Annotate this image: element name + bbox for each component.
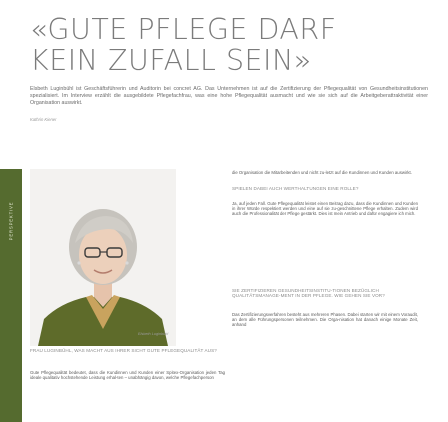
- body-paragraph: die Organisation die Mitarbeitenden und nicht zu-letzt auf die Kundinnen und Kunden auswirkt.: [232, 170, 412, 175]
- body-paragraph: Gute Pflegequalität bedeutet, dass die Kundinnen und Kunden einer Spitex-Organisation jeden Tag ideale qualitativ hochstehende Leistung erhal-ten – unabhängig davon, welche Pflegefachperson: [30, 370, 225, 381]
- interview-question: SPIELEN DABEI AUCH WERTHALTUNGEN EINE ROLLE?: [232, 186, 359, 191]
- body-paragraph: Ja, auf jeden Fall. Gute Pflegequalität leistet einen Beitrag dazu, dass die Kundinnen und Kunden in ihrer Würde respektiert werden und eine auf sie zu-geschnittene Pflege erhalten. Zudem wird auch die Professionalität der Pflege gestärkt. Dies ist mein Antrieb und dafür engagiere ich mich.: [232, 201, 418, 217]
- article-lead: Elsbeth Luginbühl ist Geschäftsführerin und Auditorin bei concret AG. Das Unternehmen ist auf die Zertifizierung der Pflegequalität von Gesundheitsinstitutionen spezialisiert. Im Interview erzählt die ausgebildete Pflegefachfrau, was eine hohe Pflegequalität ausmacht und wie sie sich auf die Arbeitgeberattraktivität einer Organisation auswirkt.: [30, 86, 428, 107]
- photo-caption: Elsbeth Luginbühl: [138, 332, 169, 336]
- body-paragraph: Das Zertifizierungsverfahren besteht aus mehreren Phasen. Dabei starten wir mit einem Voraudit, an dem alle Führungspersonen teilnehmen. Die Orga-nisation hat danach einige Monate Zeit, anhand: [232, 312, 418, 328]
- headline-line-2: KEIN ZUFALL SEIN»: [30, 44, 312, 77]
- section-label: PERSPEKTIVE: [8, 201, 14, 241]
- portrait-photo: [30, 169, 176, 346]
- interview-question: FRAU LUGINBÜHL, WAS MACHT AUS IHRER SICHT GUTE PFLEGEQUALITÄT AUS?: [30, 348, 217, 353]
- article-headline: [30, 14, 440, 76]
- author-name: Kathrin Kiener: [30, 117, 57, 122]
- interview-question: SIE ZERTIFIZIEREN GESUNDHEITSINSTITU-TIONEN BEZÜGLICH QUALITÄTSMANAGE-MENT IN DER PFLEGE. WIE GEHEN SIE VOR?: [232, 288, 385, 299]
- headline-line-1: «GUTE PFLEGE DARF: [30, 13, 337, 46]
- portrait-illustration: [30, 169, 176, 346]
